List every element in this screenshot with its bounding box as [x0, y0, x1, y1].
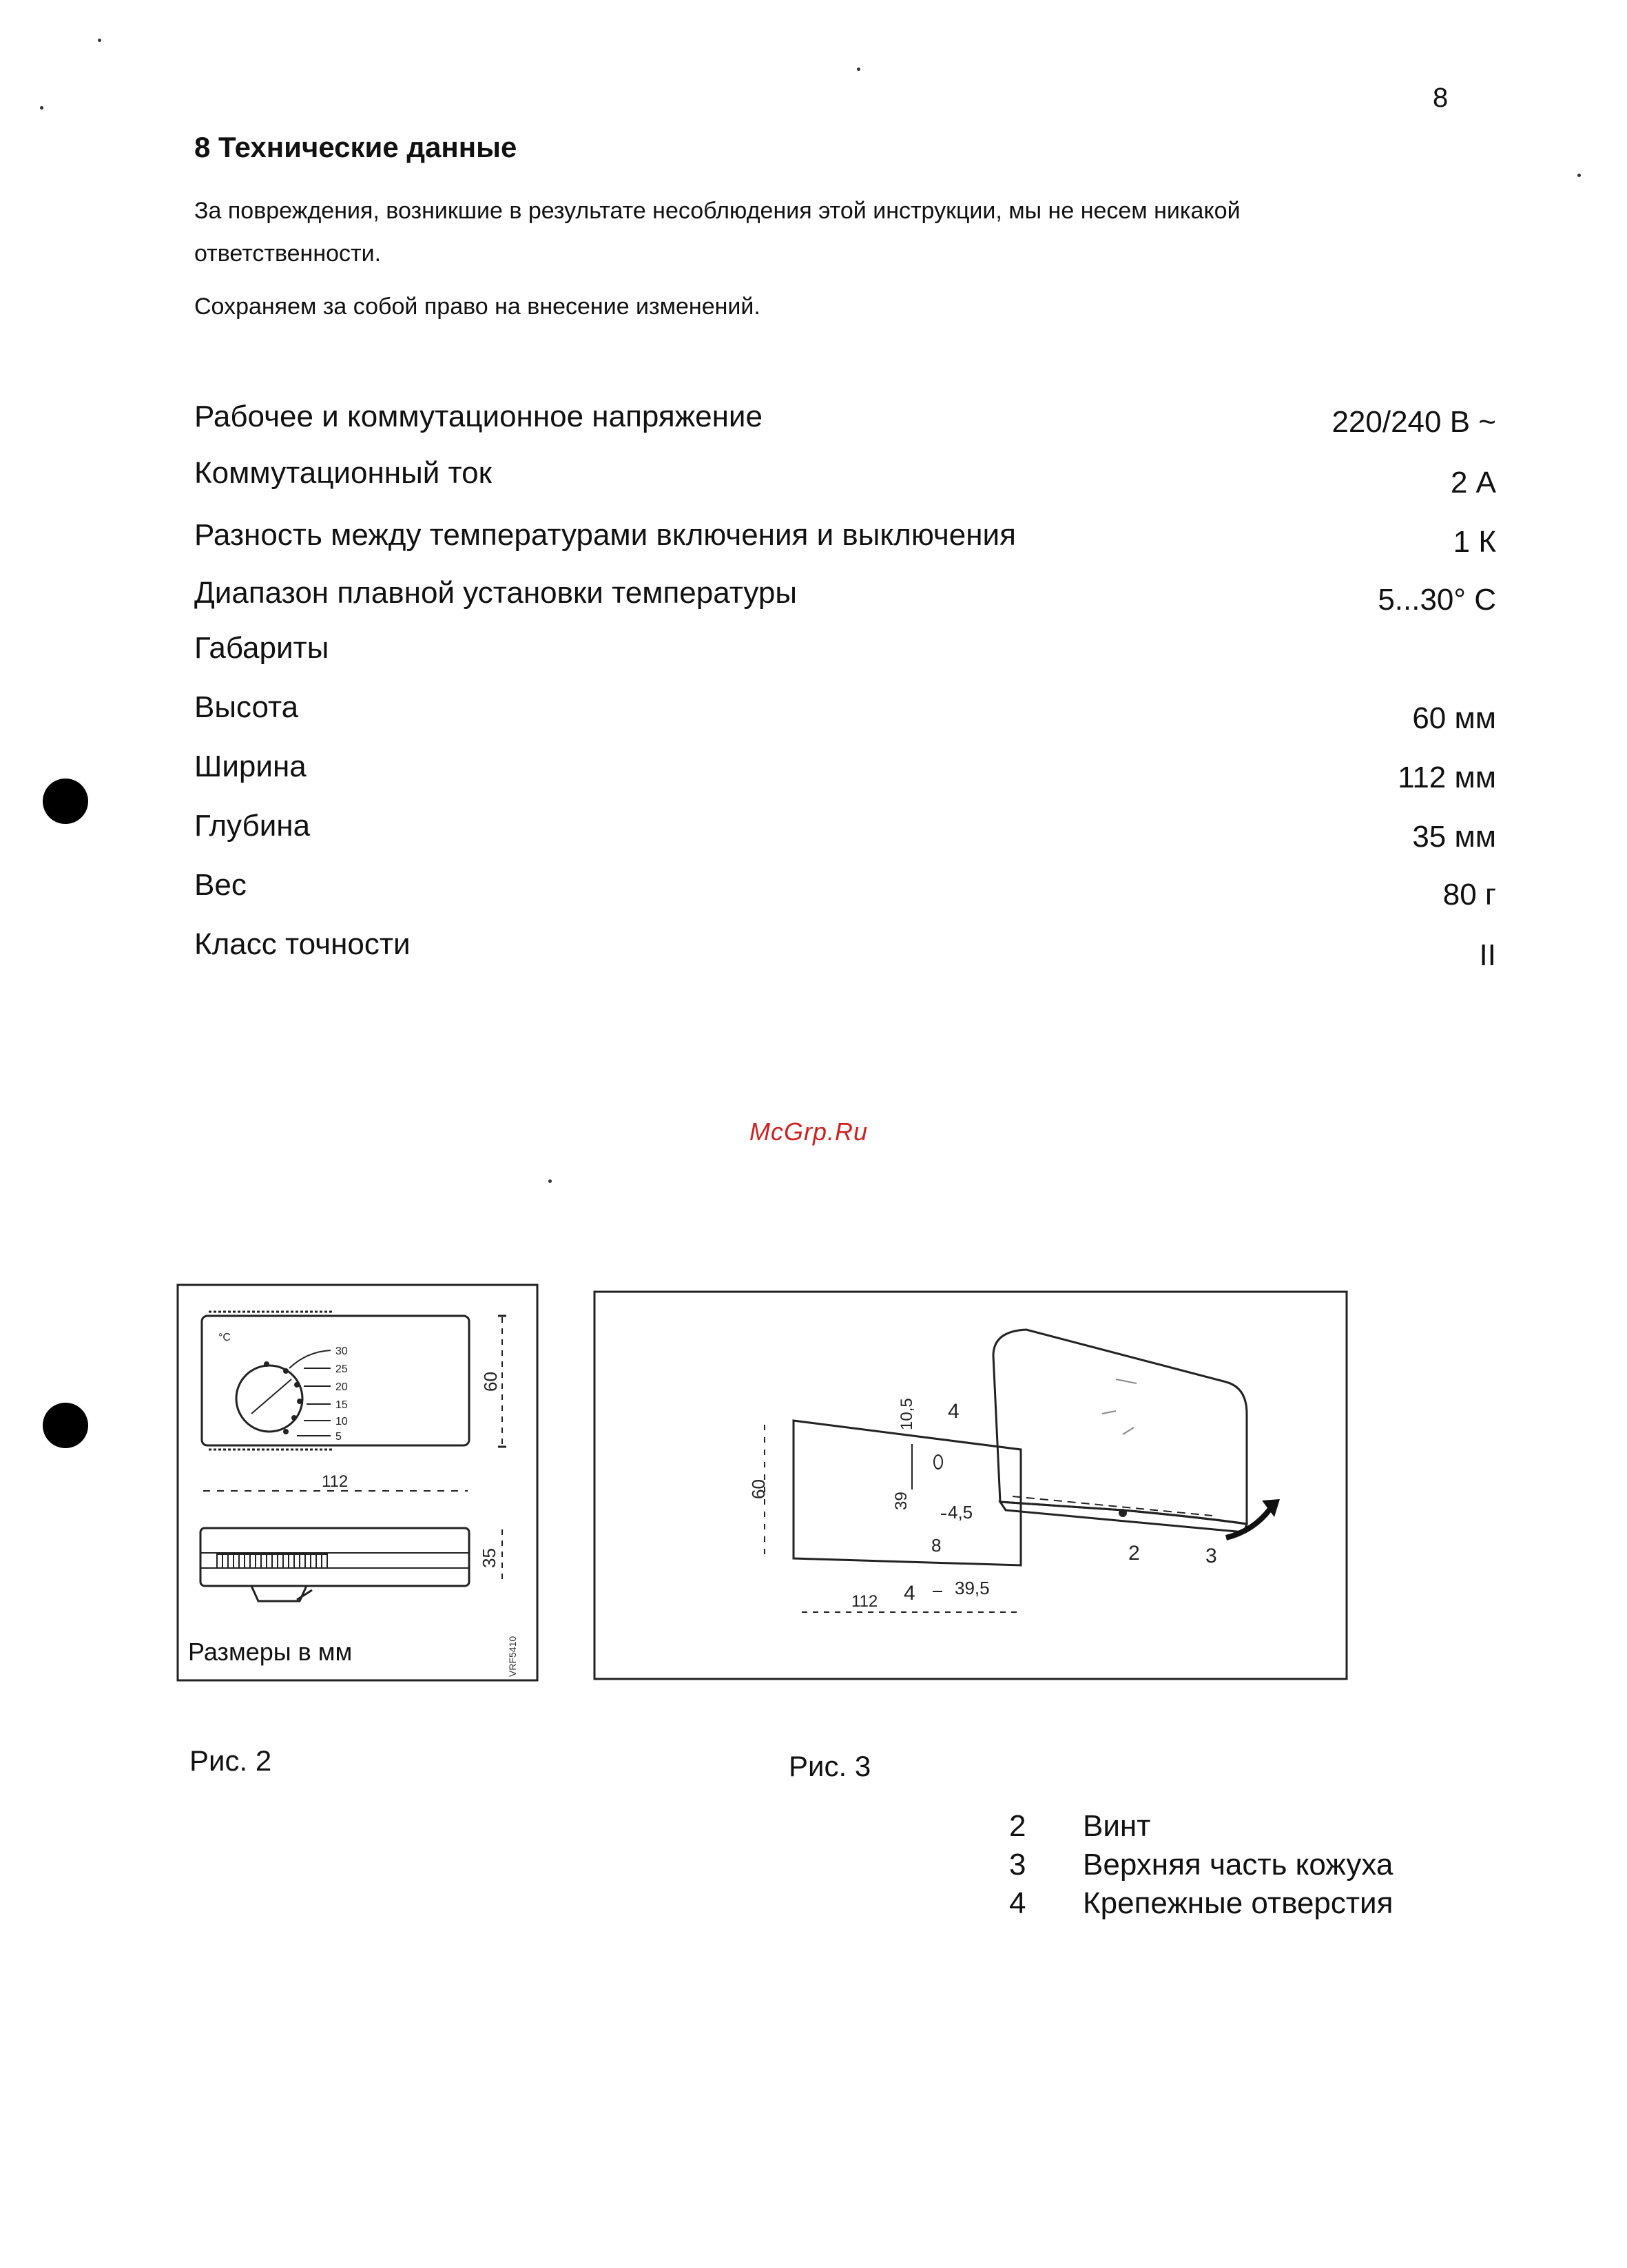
- spec-value: II: [1479, 938, 1496, 972]
- disclaimer-line-2: ответственности.: [194, 240, 382, 267]
- spec-value: 5...30° С: [1378, 583, 1496, 617]
- spec-value: 1 К: [1453, 525, 1496, 559]
- spec-label: Коммутационный ток: [194, 456, 492, 490]
- width-dimension-label: 112: [322, 1472, 349, 1491]
- height-dimension-label: 60: [748, 1479, 769, 1499]
- width-dimension-label: 112: [851, 1592, 878, 1611]
- scale-mark: 10: [335, 1416, 348, 1427]
- figure-3-caption: Рис. 3: [789, 1750, 871, 1782]
- spec-value: 80 г: [1442, 878, 1496, 911]
- curved-arrow-icon: [1226, 1509, 1270, 1538]
- spec-label: Габариты: [194, 631, 329, 665]
- figure-2-caption: Рис. 2: [189, 1744, 272, 1777]
- hole-offset-dimension-label: 39,5: [955, 1578, 990, 1598]
- scale-unit-label: °C: [218, 1332, 231, 1343]
- housing-top-cover: [993, 1330, 1247, 1524]
- spec-value: 220/240 В ~: [1331, 405, 1496, 439]
- mounting-hole-label: 8: [931, 1535, 942, 1556]
- spec-label: Диапазон плавной установки температуры: [194, 576, 797, 610]
- disclaimer-line-1: За повреждения, возникшие в результате несоблюдения этой инструкции, мы не несем никакой: [194, 198, 1241, 224]
- punch-hole-mark: [43, 779, 88, 824]
- scale-mark: 25: [335, 1363, 348, 1375]
- figure-frame: [178, 1285, 537, 1680]
- page-number: 8: [1433, 83, 1449, 113]
- thermostat-side-view: [200, 1528, 469, 1586]
- spec-value: 60 мм: [1412, 701, 1496, 735]
- ref-label-screw: 2: [1128, 1542, 1140, 1565]
- spec-value: 112 мм: [1398, 761, 1496, 794]
- section-title: 8 Технические данные: [194, 131, 517, 163]
- scale-mark: 30: [335, 1346, 348, 1357]
- mounting-hole-icon: [934, 1455, 942, 1469]
- scale-mark: 5: [335, 1431, 342, 1443]
- legend-number: 2: [1009, 1809, 1026, 1843]
- ref-label-holes: 4: [904, 1582, 915, 1605]
- watermark-link[interactable]: McGrp.Ru: [749, 1117, 869, 1146]
- spec-label: Вес: [194, 868, 247, 902]
- legend-number: 3: [1009, 1848, 1026, 1882]
- spec-label: Глубина: [194, 809, 311, 843]
- scan-speck: [40, 106, 43, 110]
- spec-value: 35 мм: [1412, 820, 1496, 854]
- units-label: Размеры в мм: [188, 1638, 353, 1666]
- scan-speck: [1577, 174, 1581, 177]
- top-offset-dimension-label: 10,5: [898, 1398, 916, 1430]
- height-dimension-label: 60: [480, 1372, 501, 1392]
- scan-speck: [857, 68, 860, 71]
- scale-mark: 20: [335, 1381, 348, 1393]
- spec-label: Рабочее и коммутационное напряжение: [194, 400, 763, 433]
- depth-dimension-label: 35: [479, 1548, 499, 1568]
- legend-text: Крепежные отверстия: [1083, 1886, 1393, 1920]
- spec-label: Разность между температурами включения и выключения: [194, 518, 1016, 552]
- scale-mark: 15: [335, 1399, 348, 1411]
- screw-icon: [1119, 1509, 1127, 1517]
- hole-spacing-dimension-label: 39: [892, 1492, 911, 1510]
- drawing-code: VRF5410: [507, 1636, 518, 1677]
- legend-text: Винт: [1083, 1809, 1151, 1843]
- ref-label-holes: 4: [948, 1400, 960, 1423]
- legend-text: Верхняя часть кожуха: [1083, 1848, 1393, 1882]
- legend-number: 4: [1009, 1886, 1026, 1920]
- figure-2-dimensions-drawing: [176, 1283, 541, 1685]
- ref-label-cover: 3: [1205, 1545, 1217, 1567]
- spec-label: Высота: [194, 690, 299, 724]
- hole-diameter-dimension-label: 4,5: [948, 1502, 973, 1523]
- spec-value: 2 А: [1450, 466, 1496, 499]
- figure-frame: [594, 1292, 1347, 1679]
- scan-speck: [548, 1179, 552, 1183]
- spec-label: Класс точности: [194, 927, 411, 961]
- spec-label: Ширина: [194, 750, 307, 783]
- figure-3-mounting-drawing: [592, 1290, 1350, 1682]
- scan-speck: [98, 39, 101, 42]
- punch-hole-mark: [43, 1403, 88, 1448]
- rights-note: Сохраняем за собой право на внесение изменений.: [194, 293, 760, 320]
